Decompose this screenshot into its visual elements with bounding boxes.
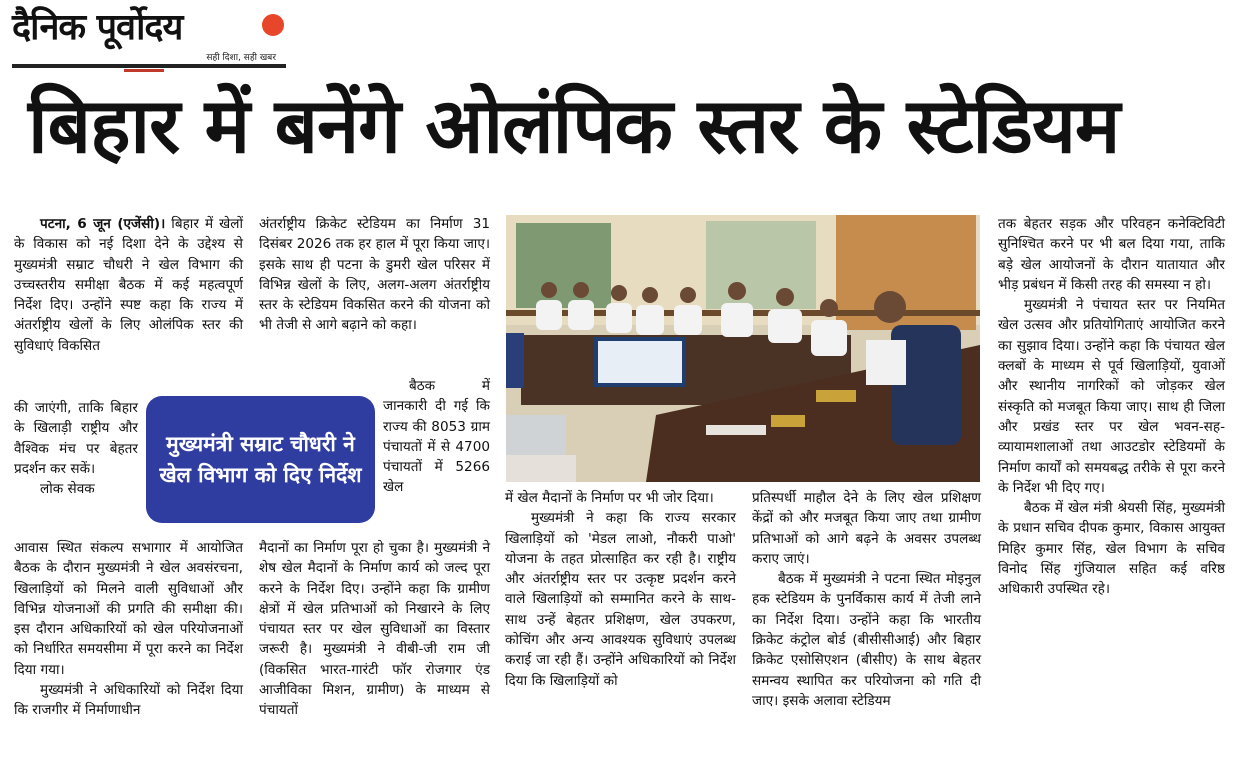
pull-quote: मुख्यमंत्री सम्राट चौधरी ने खेल विभाग को दिए निर्देश [146, 396, 375, 523]
paragraph: आवास स्थित संकल्प सभागार में आयोजित बैठक के दौरान मुख्यमंत्री ने खेल अवसंरचना, खिलाड़ियों को मिलने वाली सुविधाओं और विभिन्न योजनाओं की प्रगति की समीक्षा की। इस दौरान अधिकारियों को खेल परियोजनाओं को निर्धारित समयसीमा में पूरा करने का निर्देश दिया गया। [14, 540, 243, 678]
paragraph: मुख्यमंत्री ने पंचायत स्तर पर नियमित खेल उत्सव और प्रतियोगिताएं आयोजित करने का सुझाव दिया। उन्होंने कहा कि पंचायत खेल क्लबों के माध्यम से पूर्व खिलाड़ियों, युवाओं और स्थानीय नागरिकों को जोड़कर खेल संस्कृति को मजबूत किया जाए। साथ ही जिला और प्रखंड स्तर पर खेल भवन-सह-व्यायामशालाओं तथा आउटडोर स्टेडियमों के निर्माण कार्यों को समयबद्ध तरीके से पूरा करने के निर्देश भी दिए गए। [998, 297, 1225, 496]
column-2 [259, 214, 490, 336]
column-2-lower [259, 538, 490, 721]
column-5 [998, 214, 1225, 600]
dateline: पटना, 6 जून (एजेंसी)। [40, 216, 166, 232]
column-4 [752, 488, 981, 711]
paragraph: बैठक में जानकारी दी गई कि राज्य की 8053 ग्राम पंचायतों में से 4700 पंचायतों में 5266 खेल [383, 378, 490, 496]
paragraph: मुख्यमंत्री ने कहा कि राज्य सरकार खिलाड़ियों को 'मेडल लाओ, नौकरी पाओ' योजना के तहत प्रोत्साहित कर रही है। राष्ट्रीय और अंतर्राष्ट्रीय स्तर पर उत्कृष्ट प्रदर्शन करने वाले खिलाड़ियों को सम्मानित करने के साथ-साथ उन्हें बेहतर प्रशिक्षण, खेल उपकरण, कोचिंग और अन्य आवश्यक सुविधाएं उपलब्ध कराई जा रही हैं। उन्होंने अधिकारियों को निर्देश दिया कि खिलाड़ियों को [505, 510, 736, 689]
meeting-photo [506, 215, 980, 482]
logo-sun-icon [262, 14, 284, 36]
paragraph: बैठक में मुख्यमंत्री ने पटना स्थित मोइनुल हक स्टेडियम के पुनर्विकास कार्य में तेजी लाने का निर्देश दिया। उन्होंने कहा कि भारतीय क्रिकेट कंट्रोल बोर्ड (बीसीसीआई) और बिहार क्रिकेट एसोसिएशन (बीसीए) के साथ बेहतर समन्वय स्थापित कर परियोजना को गति दी जाए। इसके अलावा स्टेडियम [752, 571, 981, 709]
meeting-photo-illustration [506, 215, 980, 482]
column-1-wrap [14, 398, 138, 499]
paragraph: में खेल मैदानों के निर्माण पर भी जोर दिया। [505, 490, 714, 506]
column-2-wrap [383, 376, 490, 498]
logo-tagline: सही दिशा, सही खबर [206, 53, 276, 63]
column-1 [14, 214, 243, 356]
paragraph: मुख्यमंत्री ने अधिकारियों को निर्देश दिया कि राजगीर में निर्माणाधीन [14, 682, 243, 719]
paragraph: अंतर्राष्ट्रीय क्रिकेट स्टेडियम का निर्माण 31 दिसंबर 2026 तक हर हाल में पूरा किया जाए। इसके साथ ही पटना के डुमरी खेल परिसर में विभिन्न खेलों के लिए, अलग-अलग अंतर्राष्ट्रीय स्तर के स्टेडियम विकसित करने की योजना को भी तेजी से आगे बढ़ाने को कहा। [259, 216, 490, 334]
column-1-lower [14, 538, 243, 721]
masthead [12, 6, 282, 68]
column-3 [505, 488, 736, 691]
paragraph: प्रतिस्पर्धी माहौल देने के लिए खेल प्रशिक्षण केंद्रों को और मजबूत किया जाए तथा ग्रामीण प्रतिभाओं को आगे बढ़ने के अवसर उपलब्ध कराए जाएं। [752, 490, 981, 567]
paragraph: की जाएंगी, ताकि बिहार के खिलाड़ी राष्ट्रीय और वैश्विक मंच पर बेहतर प्रदर्शन कर सकें। [14, 400, 138, 477]
paragraph: मैदानों का निर्माण पूरा हो चुका है। मुख्यमंत्री ने शेष खेल मैदानों के निर्माण कार्य को जल्द पूरा करने के निर्देश दिए। उन्होंने कहा कि ग्रामीण क्षेत्रों में खेल प्रतिभाओं को निखारने के लिए पंचायत स्तर पर खेल सुविधाओं का विस्तार जरूरी है। मुख्यमंत्री ने वीबी-जी राम जी (विकसित भारत-गारंटी फॉर रोजगार एंड आजीविका मिशन, ग्रामीण) के माध्यम से पंचायतों [259, 540, 490, 719]
paragraph: तक बेहतर सड़क और परिवहन कनेक्टिविटी सुनिश्चित करने पर भी बल दिया गया, ताकि बड़े खेल आयोजनों के दौरान यातायात और भीड़ प्रबंधन में किसी तरह की समस्या न हो। [998, 216, 1225, 293]
masthead-accent [124, 69, 164, 72]
paragraph: लोक सेवक [40, 481, 95, 498]
paragraph [14, 214, 243, 356]
newspaper-logo: दैनिक पूर्वोदय [12, 7, 183, 48]
paragraph: बैठक में खेल मंत्री श्रेयसी सिंह, मुख्यमंत्री के प्रधान सचिव दीपक कुमार, विकास आयुक्त मिहिर कुमार सिंह, खेल विभाग के सचिव विनोद सिंह गुंजियाल सहित कई वरिष्ठ अधिकारी उपस्थित रहे। [998, 500, 1225, 598]
headline: बिहार में बनेंगे ओलंपिक स्तर के स्टेडियम [28, 81, 1120, 170]
paragraph-text: बिहार में खेलों के विकास को नई दिशा देने के उद्देश्य से मुख्यमंत्री सम्राट चौधरी ने खेल विभाग की उच्चस्तरीय समीक्षा बैठक में कई महत्वपूर्ण निर्देश दिए। उन्होंने स्पष्ट कहा कि राज्य में अंतर्राष्ट्रीय खेलों के लिए ओलंपिक स्तर की सुविधाएं विकसित [14, 216, 243, 354]
masthead-rule [12, 64, 286, 68]
